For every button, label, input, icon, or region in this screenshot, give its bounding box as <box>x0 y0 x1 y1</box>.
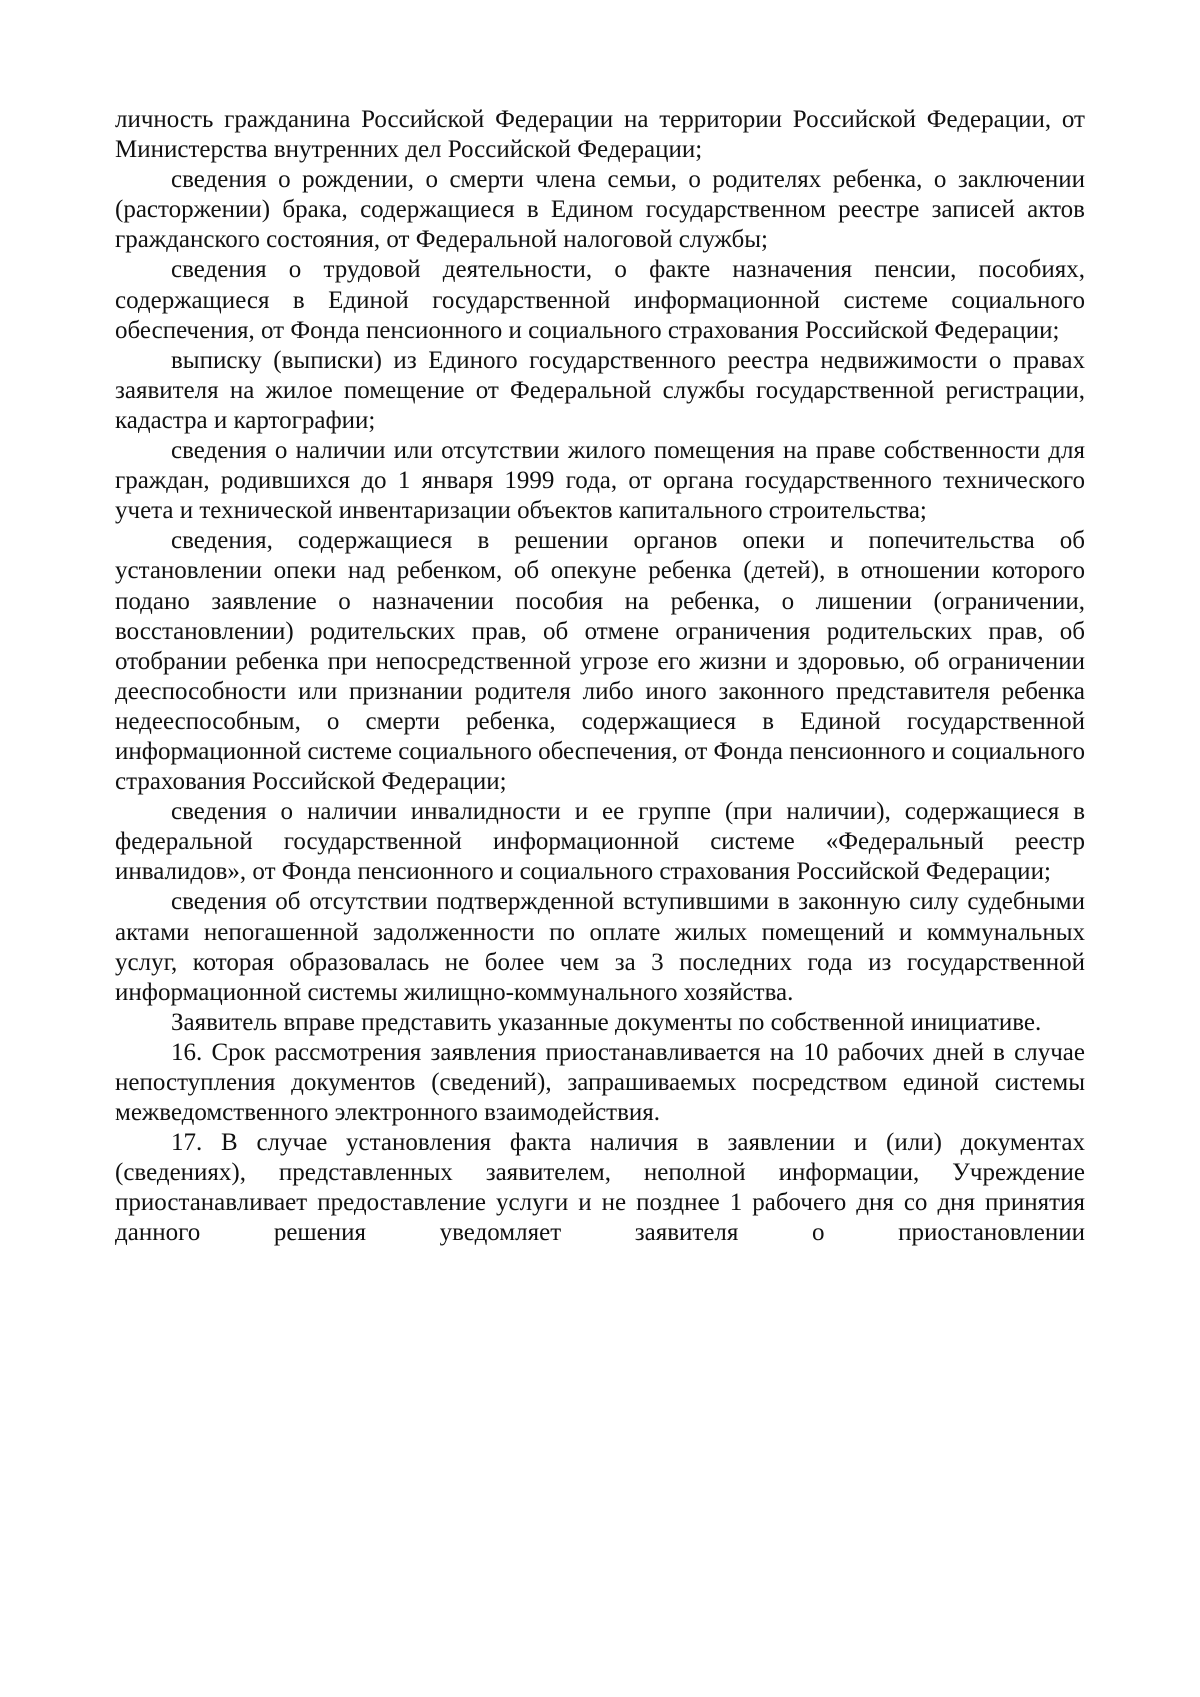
paragraph-civil-registry: сведения о рождении, о смерти члена семьи, о родителях ребенка, о заключении (расторжении) брака, содержащиеся в Едином государственном реестре записей актов гражданского состояния, от Федеральной налоговой службы; <box>115 166 1085 254</box>
paragraph-applicant-right: Заявитель вправе представить указанные документы по собственной инициативе. <box>171 1008 1042 1036</box>
paragraph-employment: сведения о трудовой деятельности, о факте назначения пенсии, пособиях, содержащиеся в Единой государственной информационной системе социального обеспечения, от Фонда пенсионного и социального страхования Российской Федерации; <box>115 256 1085 344</box>
paragraph-continuation: личность гражданина Российской Федерации на территории Российской Федерации, от Министерства внутренних дел Российской Федерации; <box>115 106 1085 164</box>
paragraph-housing-ownership: сведения о наличии или отсутствии жилого помещения на праве собственности для граждан, родившихся до 1 января 1999 года, от органа государственного технического учета и технической инвентаризации объектов капитального строительства; <box>115 437 1085 525</box>
paragraph-item-16: 16. Срок рассмотрения заявления приостанавливается на 10 рабочих дней в случае непоступления документов (сведений), запрашиваемых посредством единой системы межведомственного электронного взаимодействия. <box>115 1038 1085 1127</box>
paragraph-housing-debt: сведения об отсутствии подтвержденной вступившими в законную силу судебными актами непогашенной задолженности по оплате жилых помещений и коммунальных услуг, которая образовалась не более чем за 3 последних года из государственной информационной системы жилищно-коммунального хозяйства. <box>115 888 1085 1006</box>
paragraph-item-17: 17. В случае установления факта наличия в заявлении и (или) документах (сведениях), представленных заявителем, неполной информации, Учреждение приостанавливает предоставление услуги и не позднее 1 рабочего дня со дня принятия данного решения уведомляет заявителя о приостановлении <box>115 1129 1085 1247</box>
paragraph-real-estate-extract: выписку (выписки) из Единого государственного реестра недвижимости о правах заявителя на жилое помещение от Федеральной службы государственной регистрации, кадастра и картографии; <box>115 346 1085 434</box>
paragraph-disability: сведения о наличии инвалидности и ее группе (при наличии), содержащиеся в федеральной государственной информационной системе «Федеральный реестр инвалидов», от Фонда пенсионного и социального страхования Российской Федерации; <box>115 798 1085 886</box>
document-page <box>115 105 1085 1249</box>
paragraph-guardianship: сведения, содержащиеся в решении органов опеки и попечительства об установлении опеки над ребенком, об опекуне ребенка (детей), в отношении которого подано заявление о назначении пособия на ребенка, о лишении (ограничении, восстановлении) родительских прав, об отмене ограничения родительских прав, об отобрании ребенка при непосредственной угрозе его жизни и здоровью, об ограничении дееспособности или признании родителя либо иного законного представителя ребенка недееспособным, о смерти ребенка, содержащиеся в Единой государственной информационной системе социального обеспечения, от Фонда пенсионного и социального страхования Российской Федерации; <box>115 527 1085 796</box>
